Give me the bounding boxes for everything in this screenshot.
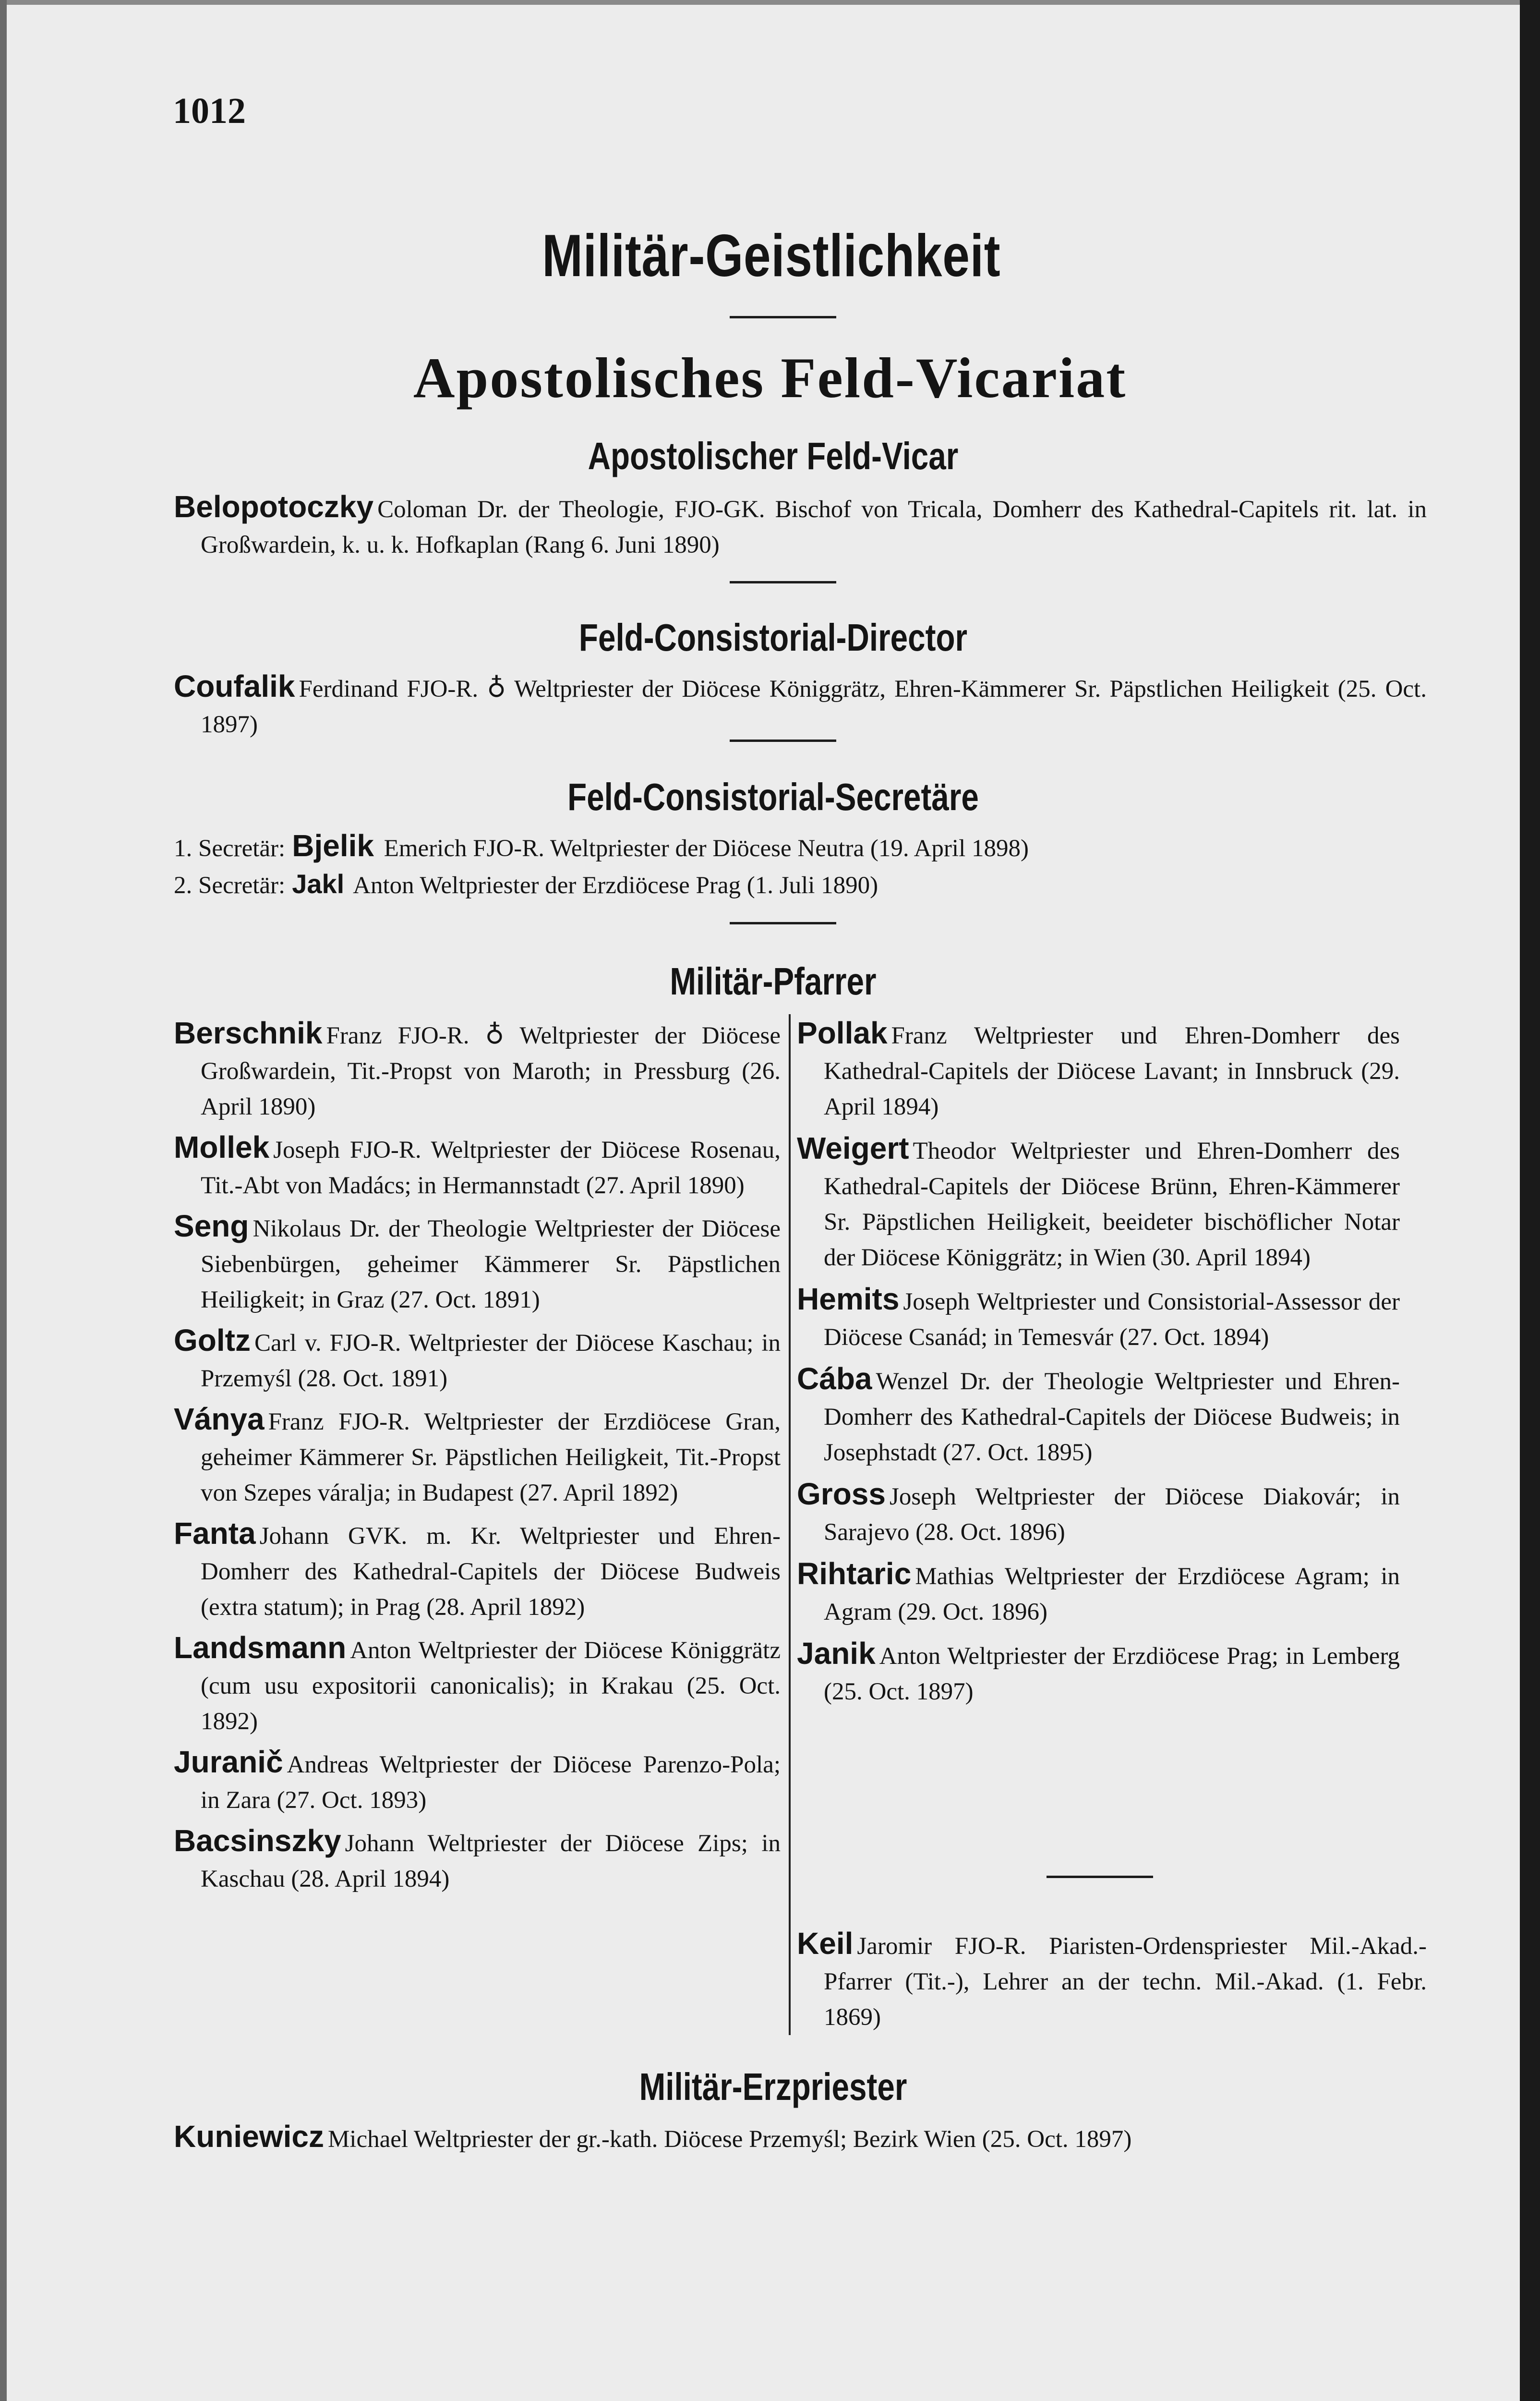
list-item — [797, 1015, 1400, 1125]
secretary-label: 1. Secretär: — [174, 835, 286, 862]
director-heading: Feld-Consistorial-Director — [578, 616, 968, 659]
page-number: 1012 — [173, 91, 246, 131]
pfarrer-right-column — [797, 1015, 1400, 1710]
secretary-label: 2. Secretär: — [174, 872, 286, 899]
entry-text: Jaromir FJO-R. Piaristen-Ordenspriester Mil.-Akad.-Pfarrer (Tit.-), Lehrer an der techn. Mil.-Akad. (1. Febr. 1869) — [824, 1933, 1427, 2031]
entry-name: Goltz — [174, 1323, 251, 1358]
entry-name: Landsmann — [174, 1630, 347, 1665]
entry-text: Carl v. FJO-R. Weltpriester der Diöcese Kaschau; in Przemyśl (28. Oct. 1891) — [201, 1330, 781, 1392]
entry-text: Ferdinand FJO-R. — [299, 676, 479, 703]
entry-text: Anton Weltpriester der Erzdiöcese Prag (1. Juli 1890) — [353, 872, 878, 899]
list-item — [174, 866, 1400, 903]
pfarrer-heading: Militär-Pfarrer — [670, 960, 877, 1003]
list-item — [797, 1556, 1400, 1630]
entry-name: Juranič — [174, 1745, 283, 1779]
entry-text: Anton Weltpriester der Erzdiöcese Prag; in Lemberg (25. Oct. 1897) — [824, 1643, 1400, 1705]
entry-name: Gross — [797, 1477, 886, 1511]
page-title: Militär-Geistlichkeit — [542, 223, 1001, 289]
list-item — [797, 1361, 1400, 1470]
entry-name: Belopotoczky — [174, 489, 374, 524]
list-item — [797, 1130, 1400, 1275]
entry-text: Nikolaus Dr. der Theologie Weltpriester der Diöcese Siebenbürgen, geheimer Kämmerer Sr. Päpstlichen Heiligkeit; in Graz (27. Oct. 1891) — [201, 1215, 781, 1313]
entry-text: Weltpriester der Diöcese Königgrätz, Ehren-Kämmerer Sr. Päpstlichen Heiligkeit (25. Oct. 1897) — [201, 676, 1427, 738]
entry-text: Theodor Weltpriester und Ehren-Domherr des Kathedral-Capitels der Diöcese Brünn, Ehren-Kämmerer Sr. Päpstlichen Heiligkeit, beeideter bischöflicher Notar der Diöcese Königgrätz; in Wien (30. April 1894) — [824, 1138, 1400, 1271]
entry-text: Joseph FJO-R. Weltpriester der Diöcese Rosenau, Tit.-Abt von Madács; in Hermannstadt (27. April 1890) — [201, 1137, 781, 1199]
entry-name: Seng — [174, 1209, 249, 1243]
list-item — [174, 828, 1400, 866]
entry-text: Johann GVK. m. Kr. Weltpriester und Ehren-Domherr des Kathedral-Capitels der Diöcese Budweis (extra statum); in Prag (28. April 1892) — [201, 1523, 781, 1621]
erzpriester-heading: Militär-Erzpriester — [639, 2065, 907, 2108]
entry-name: Janik — [797, 1636, 876, 1671]
list-item — [174, 1401, 781, 1511]
entry-text: Andreas Weltpriester der Diöcese Parenzo-Pola; in Zara (27. Oct. 1893) — [201, 1751, 781, 1814]
list-item — [174, 1208, 781, 1318]
divider — [730, 740, 836, 742]
divider — [730, 316, 836, 318]
entry-text: Joseph Weltpriester der Diöcese Diakovár; in Sarajevo (28. Oct. 1896) — [824, 1483, 1400, 1546]
divider — [730, 581, 836, 583]
entry-name: Coufalik — [174, 669, 295, 703]
entry-name: Keil — [797, 1926, 854, 1961]
list-item — [174, 1129, 781, 1203]
divider — [1047, 1876, 1153, 1878]
pfarrer-left-column — [174, 1015, 781, 1897]
entry-text: Emerich FJO-R. Weltpriester der Diöcese Neutra (19. April 1898) — [384, 835, 1029, 862]
list-item — [174, 1823, 781, 1897]
list-item — [174, 1516, 781, 1625]
list-item — [797, 1476, 1400, 1550]
list-item — [797, 1636, 1400, 1710]
list-item — [797, 1281, 1400, 1355]
entry-text: Michael Weltpriester der gr.-kath. Diöcese Przemyśl; Bezirk Wien (25. Oct. 1897) — [327, 2126, 1132, 2153]
entry-text: Joseph Weltpriester und Consistorial-Assessor der Diöcese Csanád; in Temesvár (27. Oct. 1894) — [824, 1288, 1400, 1351]
list-item — [174, 1322, 781, 1396]
entry-text: Anton Weltpriester der Diöcese Königgrätz (cum usu expositorii canonicalis); in Krakau (25. Oct. 1892) — [201, 1637, 781, 1735]
entry-text: Coloman Dr. der Theologie, FJO-GK. Bischof von Tricala, Domherr des Kathedral-Capitels rit. lat. in Großwardein, k. u. k. Hofkaplan (Rang 6. Juni 1890) — [201, 496, 1427, 558]
entry-name: Fanta — [174, 1516, 256, 1551]
entry-name: Kuniewicz — [174, 2119, 324, 2154]
divider — [730, 922, 836, 924]
secretaries-list — [174, 828, 1400, 903]
vicar-heading: Apostolischer Feld-Vicar — [588, 435, 959, 477]
entry-name: Jakl — [292, 869, 345, 899]
entry-name: Berschnik — [174, 1016, 323, 1050]
column-divider — [789, 1014, 791, 2035]
entry-text: Franz FJO-R. Weltpriester der Erzdiöcese Gran, geheimer Kämmerer Sr. Päpstlichen Heiligkeit, Tit.-Propst von Szepes váralja; in Budapest (27. April 1892) — [201, 1408, 781, 1506]
list-item — [797, 1926, 1427, 2035]
list-item — [174, 1744, 781, 1818]
list-item — [174, 1015, 781, 1125]
erzpriester-entry — [174, 2119, 1427, 2157]
entry-text: Franz Weltpriester und Ehren-Domherr des Kathedral-Capitels der Diöcese Lavant; in Innsbruck (29. April 1894) — [824, 1022, 1400, 1120]
secretaries-heading: Feld-Consistorial-Secretäre — [567, 776, 979, 818]
entry-name: Bjelik — [292, 828, 374, 863]
medal-icon: ♁ — [485, 1019, 505, 1050]
entry-name: Cába — [797, 1361, 872, 1396]
scan-edge-top — [0, 0, 1540, 5]
entry-name: Bacsinszky — [174, 1823, 341, 1858]
director-entry — [174, 668, 1427, 742]
medal-icon: ♁ — [487, 673, 506, 703]
entry-text: Wenzel Dr. der Theologie Weltpriester und Ehren-Domherr des Kathedral-Capitels der Diöcese Budweis; in Josephstadt (27. Oct. 1895) — [824, 1368, 1400, 1466]
entry-name: Pollak — [797, 1016, 888, 1050]
entry-text: Franz FJO-R. — [326, 1022, 469, 1049]
entry-text: Mathias Weltpriester der Erzdiöcese Agram; in Agram (29. Oct. 1896) — [824, 1563, 1400, 1625]
page-subtitle: Apostolisches Feld-Vicariat — [413, 346, 1127, 410]
entry-name: Rihtaric — [797, 1556, 912, 1591]
list-item — [174, 1630, 781, 1739]
entry-text: Johann Weltpriester der Diöcese Zips; in Kaschau (28. April 1894) — [201, 1830, 781, 1892]
entry-text: Weltpriester der Diöcese Großwardein, Tit.-Propst von Maroth; in Pressburg (26. April 1890) — [201, 1022, 781, 1120]
entry-name: Ványa — [174, 1402, 265, 1436]
entry-name: Weigert — [797, 1131, 909, 1165]
entry-name: Hemits — [797, 1282, 900, 1316]
entry-name: Mollek — [174, 1130, 270, 1164]
vicar-entry — [174, 489, 1427, 563]
